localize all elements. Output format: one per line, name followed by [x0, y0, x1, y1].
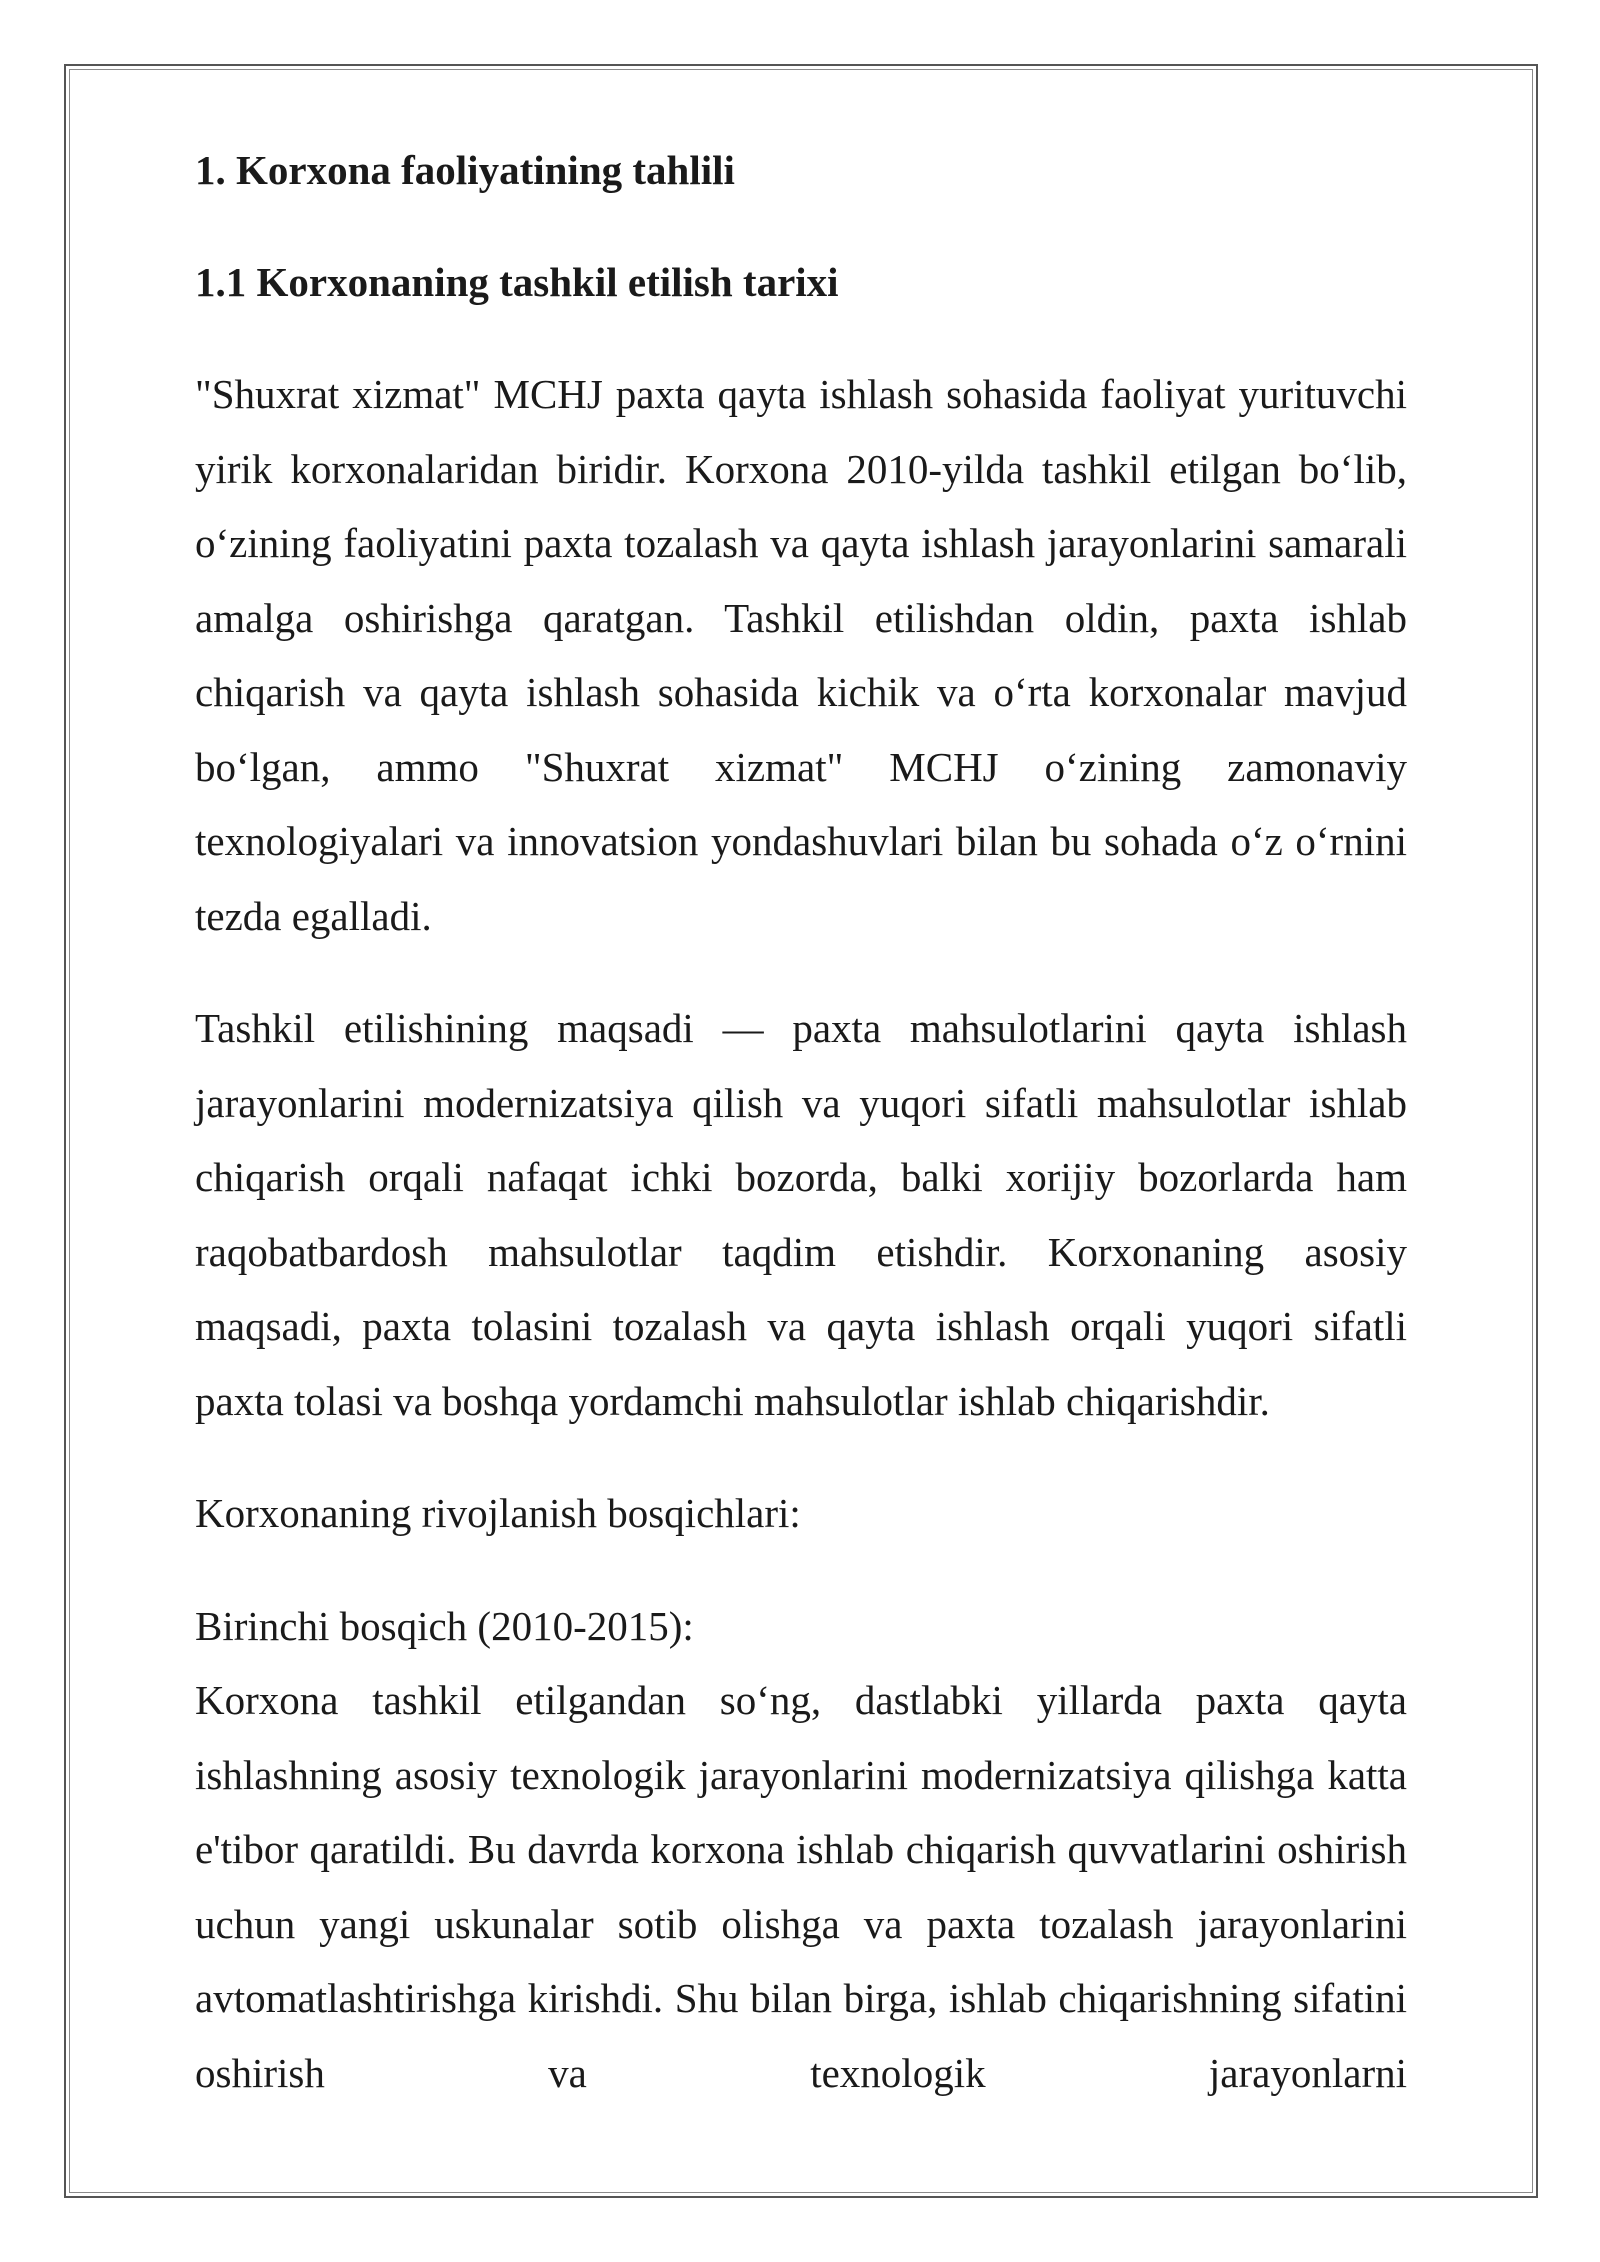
stage-title-first: Birinchi bosqich (2010-2015):	[195, 1602, 694, 1649]
section-heading: 1. Korxona faoliyatining tahlili	[195, 147, 735, 193]
paragraph-history: "Shuxrat xizmat" MCHJ paxta qayta ishlash sohasida faoliyat yurituvchi yirik korxonalaridan biridir. Korxona 2010-yilda tashkil etilgan bo‘lib, o‘zining faoliyatini paxta tozalash va qayta ishlash jarayonlarini samarali amalga oshirishga qaratgan. Tashkil etilishdan oldin, paxta ishlab chiqarish va qayta ishlash sohasida kichik va o‘rta korxonalar mavjud bo‘lgan, ammo "Shuxrat xizmat" MCHJ o‘zining zamonaviy texnologiyalari va innovatsion yondashuvlari bilan bu sohada o‘z o‘rnini tezda egalladi.	[195, 371, 1407, 939]
paragraph-purpose: Tashkil etilishining maqsadi — paxta mahsulotlarini qayta ishlash jarayonlarini modernizatsiya qilish va yuqori sifatli mahsulotlar ishlab chiqarish orqali nafaqat ichki bozorda, balki xorijiy bozorlarda ham raqobatbardosh mahsulotlar taqdim etishdir. Korxonaning asosiy maqsadi, paxta tolasini tozalash va qayta ishlash orqali yuqori sifatli paxta tolasi va boshqa yordamchi mahsulotlar ishlab chiqarishdir.	[195, 1005, 1407, 1424]
subsection-heading: 1.1 Korxonaning tashkil etilish tarixi	[195, 259, 839, 305]
paragraph-stages-intro: Korxonaning rivojlanish bosqichlari:	[195, 1490, 801, 1536]
paragraph-first-stage: Korxona tashkil etilgandan so‘ng, dastlabki yillarda paxta qayta ishlashning asosiy texnologik jarayonlarini modernizatsiya qilishga katta e'tibor qaratildi. Bu davrda korxona ishlab chiqarish quvvatlarini oshirish uchun yangi uskunalar sotib olishga va paxta tozalash jarayonlarini avtomatlashtirishga kirishdi. Shu bilan birga, ishlab chiqarishning sifatini oshirish va texnologik jarayonlarni	[195, 1677, 1407, 2096]
document-body	[195, 140, 1407, 2148]
